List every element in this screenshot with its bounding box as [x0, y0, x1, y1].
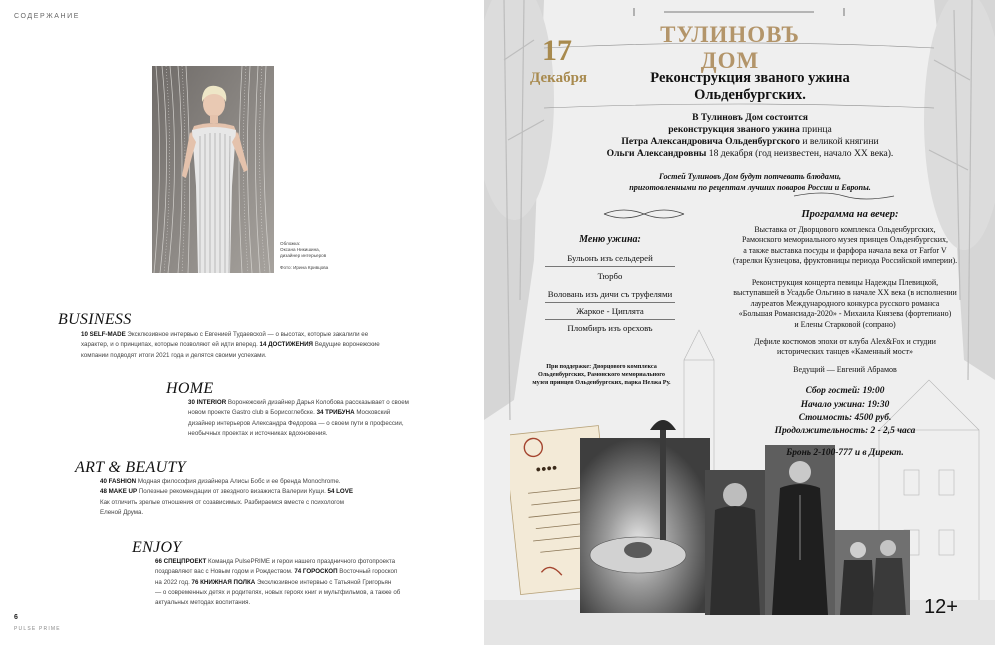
body-text: Еленой Друма. — [100, 508, 144, 516]
body-text: Полезные рекомендации от звездного визажиста Валерии Кущи. — [137, 488, 328, 496]
text-line — [155, 578, 400, 588]
section-header: СОДЕРЖАНИЕ — [14, 13, 81, 20]
cover-caption-line: дизайнер интерьеров — [280, 253, 327, 258]
text-line — [530, 136, 970, 148]
program-block-concert — [695, 278, 995, 330]
category-text-art-beauty — [100, 477, 353, 518]
event-intro — [530, 112, 970, 160]
category-title-enjoy: ENJOY — [132, 539, 182, 556]
program-line: Рамонского мемориального музея принцев Ольденбургских, — [741, 235, 949, 245]
body-text: Воронежский дизайнер Дарья Колобова рассказывает о своем — [226, 399, 409, 406]
text-line — [155, 557, 400, 567]
program-line: а также выставка посуды и фарфора начала века от Farfor V — [743, 245, 947, 255]
body-text: на 2022 год. — [155, 578, 192, 586]
detail-dinner-start: Начало ужина: 19:30 — [800, 400, 890, 410]
category-text-business — [81, 330, 380, 361]
menu-item: Воловань изъ дичи съ труфелями — [547, 289, 673, 299]
guests-note — [555, 171, 945, 193]
category-text-home — [188, 398, 409, 439]
body-text: 18 декабря (год неизвестен, начало XX века). — [706, 148, 894, 159]
tulinov-dom-logo: ТУЛИНОВЪ ДОМ — [660, 22, 800, 73]
age-rating: 12+ — [924, 596, 958, 618]
event-title-line: Реконструкция званого ужина — [650, 70, 850, 86]
magazine-name: PULSE PRIME — [14, 626, 61, 632]
body-text: Московский — [354, 409, 391, 417]
highlight-text: 54 LOVE — [327, 488, 353, 496]
menu-card-text-decoration: ●●●● — [535, 462, 558, 475]
text-line — [100, 508, 353, 518]
body-text: Как отличить зрелые отношения от созависимых. Разбираемся вместе с психологом — [100, 498, 344, 506]
text-line — [155, 588, 400, 598]
highlight-text: Петра Александровича Ольденбургского — [621, 136, 800, 147]
menu-title: Меню ужина: — [579, 234, 641, 245]
program-title: Программа на вечер: — [801, 209, 899, 220]
body-text: Ведущие воронежские — [313, 341, 380, 349]
text-line — [100, 487, 353, 497]
menu-item: Пломбиръ изъ орєховъ — [567, 323, 653, 333]
text-line — [81, 340, 380, 350]
body-text: характер, и о принципах, которые позволяют ей идти вперед. — [81, 341, 260, 349]
text-line — [530, 124, 970, 136]
program-line: исторических танцев «Каменный мост» — [777, 347, 913, 357]
guests-note-line: приготовленными по рецептам лучших поваров России и Европы. — [629, 183, 871, 192]
program-block-host — [695, 365, 995, 375]
text-line — [188, 429, 409, 439]
category-title-art-beauty: ART & BEAUTY — [75, 459, 186, 476]
category-text-enjoy — [155, 557, 400, 608]
guests-note-line: Гостей Тулиновъ Дом будут потчевать блюдами, — [658, 172, 842, 181]
body-text: компании подводят итоги 2021 года и делятся своими успехами. — [81, 351, 267, 359]
text-line — [155, 567, 400, 577]
text-line — [100, 498, 353, 508]
support-credits-line: При поддержке: Дворцового комплекса — [546, 363, 657, 370]
program-line: (тарелки Кузнецова, фруктовницы периода Российской империи). — [732, 256, 958, 266]
text-line — [81, 330, 380, 340]
menu-item: Бульонъ изъ сельдерей — [567, 253, 653, 263]
body-text: Модная философия дизайнера Алисы Бобс и ее бренда Monochrome. — [136, 478, 341, 485]
program-line: лауреатов Международного конкурса русского романса — [750, 298, 940, 308]
body-text: необычных проектах и источниках вдохновения. — [188, 429, 328, 437]
body-text: принца — [799, 124, 832, 135]
program-line: Ведущий — Евгений Абрамов — [793, 365, 897, 374]
photo-collage-illustration — [510, 410, 935, 615]
text-line — [81, 351, 380, 361]
event-date-month: Декабря — [530, 70, 588, 86]
menu-divider — [545, 302, 675, 303]
highlight-text: 40 FASHION — [100, 478, 137, 485]
text-line — [188, 398, 409, 408]
highlight-text: 66 СПЕЦПРОЕКТ — [155, 558, 207, 565]
highlight-text: 14 ДОСТИЖЕНИЯ — [259, 341, 313, 349]
detail-gathering: Сбор гостей: 19:00 — [805, 386, 885, 396]
highlight-text: Ольги Александровны — [606, 148, 707, 159]
event-date-day: 17 — [542, 34, 572, 67]
highlight-text: 74 ГОРОСКОП — [294, 568, 338, 576]
page-number: 6 — [14, 614, 18, 621]
body-text: — о современных детях и родителях, новых героях книг и мультфильмов, а также об — [155, 588, 401, 596]
highlight-text: реконструкция званого ужина — [668, 124, 800, 135]
cover-photo — [152, 66, 274, 273]
event-title-line: Ольденбургских. — [694, 87, 806, 103]
body-text: Восточный гороскоп — [337, 568, 398, 576]
text-line — [530, 112, 970, 124]
photo-credit: Фото: Ирина Кривцова — [280, 265, 329, 270]
menu-divider — [545, 319, 675, 320]
detail-duration: Продолжительность: 2 - 2,5 часа — [774, 426, 916, 436]
body-text: новом проекте Gastro club в Борисоглебске. — [188, 409, 317, 417]
program-line: «Большая Романсиада-2020» - Михаила Князева (фортепиано) — [738, 309, 952, 319]
program-line: Выставка от Дворцового комплекса Ольденбургских, — [754, 225, 936, 234]
body-text: Эксклюзивное интервью с Евгенией Тудаевской — о высотах, которые закалили ее — [125, 331, 369, 338]
text-line — [188, 408, 409, 418]
highlight-text: 48 MAKE UP — [100, 488, 138, 496]
program-line: Дефиле костюмов эпохи от клуба Alex&Fox и студии — [754, 337, 936, 346]
body-text: поздравляют вас с Новым годом и Рождеством. — [155, 568, 295, 576]
text-line — [155, 598, 400, 608]
text-line — [530, 148, 970, 160]
category-title-home: HOME — [166, 380, 214, 397]
cover-caption — [280, 241, 360, 271]
body-text: дизайнер интерьеров Александра Федорова — о своем пути в профессии, — [188, 419, 404, 427]
highlight-text: 76 КНИЖНАЯ ПОЛКА — [191, 578, 256, 586]
program-line: выступавшей в Усадьбе Ольгино в начале XX века (в исполнении — [733, 288, 957, 298]
program-line: и Елены Старковой (сопрано) — [794, 319, 896, 329]
booking-info: Бронь 2-100-777 и в Директ. — [786, 448, 904, 458]
body-text: актуальных методах воспитания. — [155, 599, 251, 607]
support-credits-line: музея принцев Ольденбургских, парка Нелжа Ру. — [532, 379, 671, 387]
highlight-text: 10 SELF-MADE — [81, 331, 126, 338]
menu-item: Тюрбо — [597, 271, 623, 281]
highlight-text: В Тулиновъ Дом состоится — [692, 112, 808, 123]
support-credits — [514, 363, 689, 388]
text-line — [100, 477, 353, 487]
detail-price: Стоимость: 4500 руб. — [798, 413, 892, 423]
body-text: Команда PulsePRIME и герои нашего праздничного фотопроекта — [206, 558, 396, 565]
contents-page — [0, 0, 484, 645]
menu-divider — [545, 266, 675, 267]
body-text: Эксклюзивное интервью с Татьяной Григорьян — [255, 578, 392, 586]
support-credits-line: Ольденбургских, Рамонского мемориального — [537, 371, 666, 379]
highlight-text: 34 ТРИБУНА — [316, 409, 355, 417]
historical-photo-collage — [510, 410, 935, 615]
cover-photo-illustration — [152, 66, 274, 273]
body-text: и великой княгини — [799, 136, 879, 147]
menu-item: Жаркое - Циплята — [576, 306, 644, 316]
highlight-text: 30 INTERIOR — [188, 399, 227, 406]
program-block-defile — [695, 337, 995, 358]
category-title-business: BUSINESS — [58, 311, 132, 328]
event-title — [600, 70, 900, 104]
cover-caption-line: Обложка: — [280, 241, 301, 246]
program-line: Реконструкция концерта певицы Надежды Плевицкой, — [751, 278, 939, 287]
text-line — [188, 419, 409, 429]
cover-caption-line: Оксана Никишина, — [280, 247, 320, 252]
program-block-exhibition — [695, 225, 995, 267]
